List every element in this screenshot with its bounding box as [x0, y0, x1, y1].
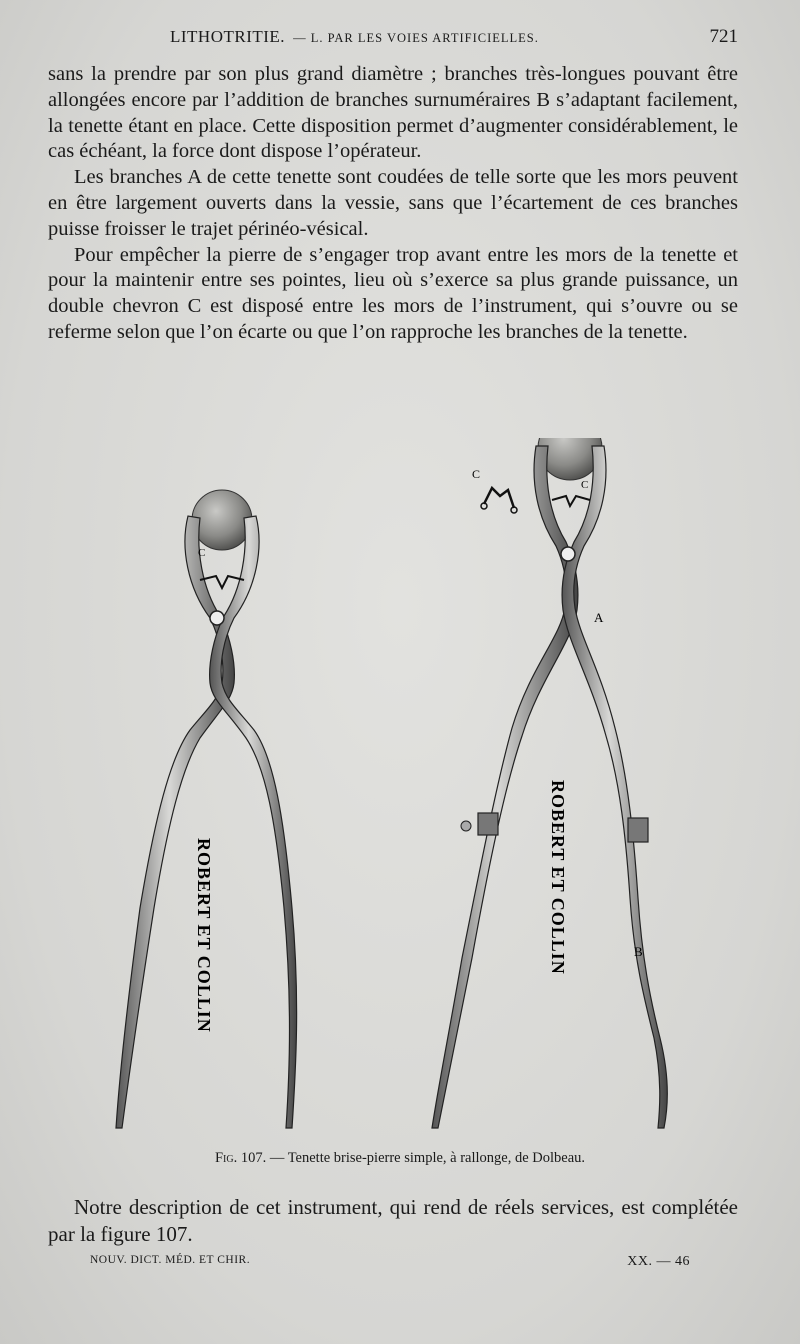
body-text [48, 62, 738, 346]
stone-left [192, 490, 252, 550]
closing-text [48, 1194, 738, 1248]
maker-stamp-left: ROBERT ET COLLIN [194, 838, 214, 1033]
pivot-rivet-right [561, 547, 575, 561]
page-footer [90, 1254, 690, 1270]
right-branch-2 [562, 446, 667, 1128]
pivot-rivet-left [210, 611, 224, 625]
label-c-detached: C [472, 467, 481, 481]
figure-caption [0, 1150, 800, 1167]
forceps-illustration [60, 438, 760, 1158]
label-c-right: C [581, 479, 589, 491]
left-branch-1 [116, 516, 234, 1128]
maker-stamp-right: ROBERT ET COLLIN [548, 780, 568, 975]
running-header [170, 26, 738, 48]
chevron-right-mechanism [552, 496, 590, 506]
left-tenette [116, 490, 297, 1128]
right-tenette [432, 438, 667, 1128]
footer-publication: NOUV. DICT. MÉD. ET CHIR. [90, 1254, 251, 1266]
stone-right [538, 438, 602, 480]
label-a: A [594, 610, 604, 625]
page-number: 721 [709, 26, 738, 47]
footer-volume: XX. — 46 [627, 1254, 690, 1269]
closing-paragraph: Notre description de cet instrument, qui rend de réels services, est complétée par la figure 107. [48, 1195, 738, 1246]
figure-107 [60, 438, 760, 1158]
header-section: — L. PAR LES VOIES ARTIFICIELLES. [293, 31, 539, 45]
left-branch-2 [210, 516, 297, 1128]
caption-number: Fig. 107. [214, 1150, 267, 1166]
paragraph-2: Les branches A de cette tenette sont coudées de telle sorte que les mors peuvent en être largement ouverts dans la vessie, sans que l’écartement de ces branches puisse froisser le trajet périnéo-vésical. [48, 166, 738, 240]
extension-collar-right [628, 818, 648, 842]
label-c-left: C [198, 547, 206, 559]
label-b: B [634, 944, 643, 959]
screw-left [461, 821, 471, 831]
extension-collar-left [478, 813, 498, 835]
chevron-piece [484, 488, 514, 508]
caption-text: — Tenette brise-pierre simple, à rallonge, de Dolbeau. [269, 1150, 586, 1166]
paragraph-1: sans la prendre par son plus grand diamètre ; branches très-longues pouvant être allongées encore par l’addition de branches surnuméraires B s’adaptant facilement, la tenette étant en place. Cette disposition permet d’augmenter considérablement, le cas échéant, la force dont dispose l’opérateur. [48, 63, 738, 163]
header-title: LITHOTRITIE. [170, 27, 286, 46]
paragraph-3: Pour empêcher la pierre de s’engager trop avant entre les mors de la tenette et pour la maintenir entre ses pointes, lieu où s’exerce sa plus grande puissance, un double chevron C est disposé entre les mors de l’instrument, qui s’ouvre ou se referme selon que l’on écarte ou que l’on rapproche les branches de la tenette. [48, 243, 738, 343]
detached-chevron [472, 467, 517, 513]
